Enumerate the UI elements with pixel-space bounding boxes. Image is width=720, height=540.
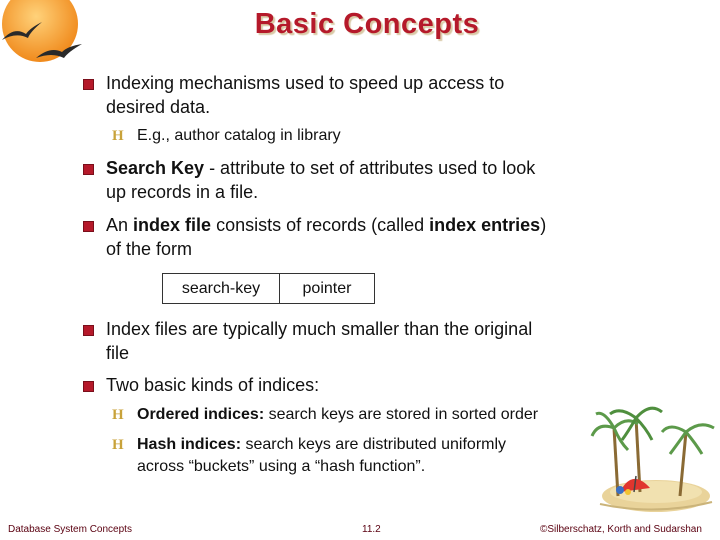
search-key-cell: search-key	[163, 274, 280, 303]
term-ordered-indices: Ordered indices:	[137, 406, 265, 423]
bullet-text-indexing	[106, 71, 626, 119]
bullet-line: desired data.	[106, 97, 211, 117]
bullet-line: Two basic kinds of indices:	[106, 375, 320, 395]
bullet-line: up records in a file.	[106, 182, 259, 202]
bullet-line: of the form	[106, 239, 193, 259]
bullet-text-smaller	[106, 317, 626, 365]
bullet-marker	[83, 325, 97, 339]
bullet-text-two-kinds	[106, 373, 626, 397]
term-search-key: Search Key	[106, 158, 205, 178]
text-run: search keys are distributed uniformly	[241, 436, 507, 453]
sub-bullet-example: E.g., author catalog in library	[137, 127, 341, 144]
footer-page-number: 11.2	[362, 524, 381, 535]
bullet-marker	[83, 381, 97, 395]
bullet-marker	[83, 164, 97, 178]
sub-marker-icon: H	[112, 407, 124, 423]
term-index-file: index file	[133, 215, 212, 235]
bullet-line: Indexing mechanisms used to speed up access to	[106, 73, 505, 93]
slide-title: Basic Concepts	[254, 8, 480, 40]
bullet-text-search-key	[106, 156, 626, 204]
text-run: An	[106, 215, 134, 235]
bullet-marker	[83, 221, 97, 235]
text-run: search keys are stored in sorted order	[264, 406, 539, 423]
text-run: consists of records (called	[211, 215, 430, 235]
pointer-cell: pointer	[302, 280, 352, 297]
bullet-line: file	[106, 343, 130, 363]
palm-island-icon	[590, 392, 720, 522]
bullet-line: across “buckets” using a “hash function”.	[137, 458, 426, 475]
bullet-line: Index files are typically much smaller than the original	[106, 319, 533, 339]
footer-copyright: ©Silberschatz, Korth and Sudarshan	[540, 524, 702, 535]
bullet-text-index-file	[106, 213, 626, 261]
text-run: )	[540, 215, 547, 235]
index-entry-diagram	[162, 273, 375, 304]
term-hash-indices: Hash indices:	[137, 436, 242, 453]
sub-marker-icon: H	[112, 437, 124, 453]
bullet-line: - attribute to set of attributes used to look	[204, 158, 536, 178]
bullet-marker	[83, 79, 97, 93]
sub-bullet-ordered	[137, 404, 607, 426]
sub-marker-icon: H	[112, 128, 124, 144]
sub-bullet-hash	[137, 434, 607, 478]
footer-left: Database System Concepts	[8, 524, 132, 535]
term-index-entries: index entries	[429, 215, 541, 235]
